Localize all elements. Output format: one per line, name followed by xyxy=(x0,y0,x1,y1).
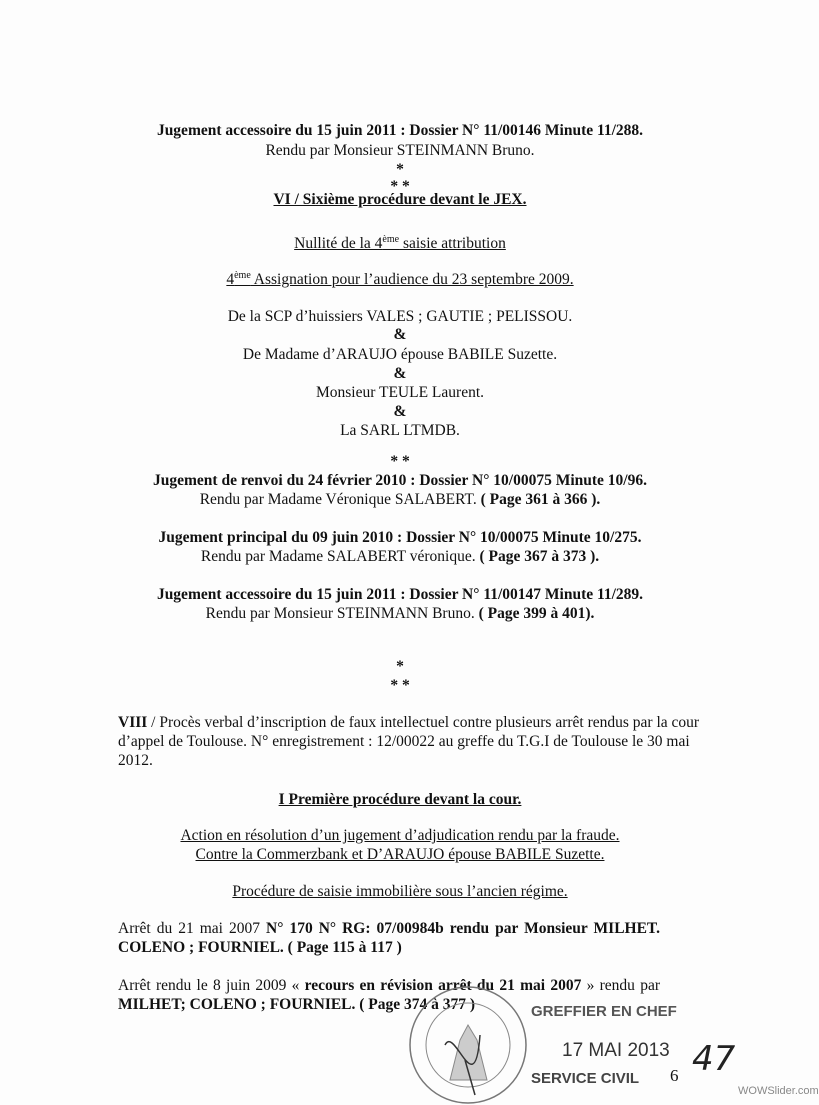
watermark: WOWSlider.com xyxy=(738,1085,819,1097)
party: Monsieur TEULE Laurent. xyxy=(315,384,485,401)
ampersand: & xyxy=(393,403,407,420)
section-heading: I Première procédure devant la cour. xyxy=(278,791,522,808)
assignation: 4ème Assignation pour l’audience du 23 septembre 2009. xyxy=(226,270,574,289)
party: De la SCP d’huissiers VALES ; GAUTIE ; PELISSOU. xyxy=(227,308,573,325)
judgment-judge: Rendu par Monsieur STEINMANN Bruno. xyxy=(265,142,535,159)
bleed-through-text xyxy=(260,60,263,76)
action-line: Action en résolution d’un jugement d’adjudication rendu par la fraude. xyxy=(180,827,620,844)
section-subject: Nullité de la 4ème saisie attribution xyxy=(294,234,506,253)
judgment-title: Jugement accessoire du 15 juin 2011 : Dossier N° 11/00147 Minute 11/289. xyxy=(156,586,644,603)
stamp-title: GREFFIER EN CHEF xyxy=(531,1003,677,1020)
court-seal-icon xyxy=(405,985,535,1105)
section-viii-line: VIII / Procès verbal d’inscription de faux intellectuel contre plusieurs arrêt rendus par la cour xyxy=(118,714,700,731)
stamp-date: 17 MAI 2013 xyxy=(562,1040,670,1061)
ampersand: & xyxy=(393,326,407,343)
separator: * xyxy=(396,658,404,675)
separator: * * xyxy=(390,677,410,694)
judgment-title: Jugement de renvoi du 24 février 2010 : Dossier N° 10/00075 Minute 10/96. xyxy=(153,472,647,489)
arret-line: Arrêt du 21 mai 2007 N° 170 N° RG: 07/00984b rendu par Monsieur MILHET. xyxy=(118,920,660,937)
separator: * * xyxy=(390,453,410,470)
separator: * * xyxy=(390,178,410,195)
stamp-service: SERVICE CIVIL xyxy=(531,1070,640,1087)
action-line: Contre la Commerzbank et D’ARAUJO épouse BABILE Suzette. xyxy=(195,846,605,863)
section-viii-line: d’appel de Toulouse. N° enregistrement : 12/00022 au greffe du T.G.I de Toulouse le 30 mai xyxy=(118,733,690,750)
judgment-judge: Rendu par Madame Véronique SALABERT. ( Page 361 à 366 ). xyxy=(199,491,601,508)
page-number: 6 xyxy=(670,1066,679,1085)
arret-line: Arrêt rendu le 8 juin 2009 « recours en révision arrêt du 21 mai 2007 » rendu par xyxy=(118,977,660,994)
arret-line: MILHET; COLENO ; FOURNIEL. ( Page 374 à 377 ) xyxy=(118,996,476,1013)
arret-line: COLENO ; FOURNIEL. ( Page 115 à 117 ) xyxy=(118,939,402,956)
procedure-line: Procédure de saisie immobilière sous l’ancien régime. xyxy=(232,883,568,900)
judgment-judge: Rendu par Madame SALABERT véronique. ( Page 367 à 373 ). xyxy=(200,548,600,565)
handwritten-number: 47 xyxy=(692,1039,736,1079)
judgment-judge: Rendu par Monsieur STEINMANN Bruno. ( Page 399 à 401). xyxy=(205,605,595,622)
ampersand: & xyxy=(393,365,407,382)
party: La SARL LTMDB. xyxy=(340,422,460,439)
judgment-title: Jugement accessoire du 15 juin 2011 : Dossier N° 11/00146 Minute 11/288. xyxy=(156,122,644,139)
separator: * xyxy=(396,161,404,178)
party: De Madame d’ARAUJO épouse BABILE Suzette. xyxy=(242,346,558,363)
section-heading: VI / Sixième procédure devant le JEX. xyxy=(273,191,527,208)
judgment-title: Jugement principal du 09 juin 2010 : Dossier N° 10/00075 Minute 10/275. xyxy=(158,529,642,546)
section-viii-line: 2012. xyxy=(118,752,153,769)
